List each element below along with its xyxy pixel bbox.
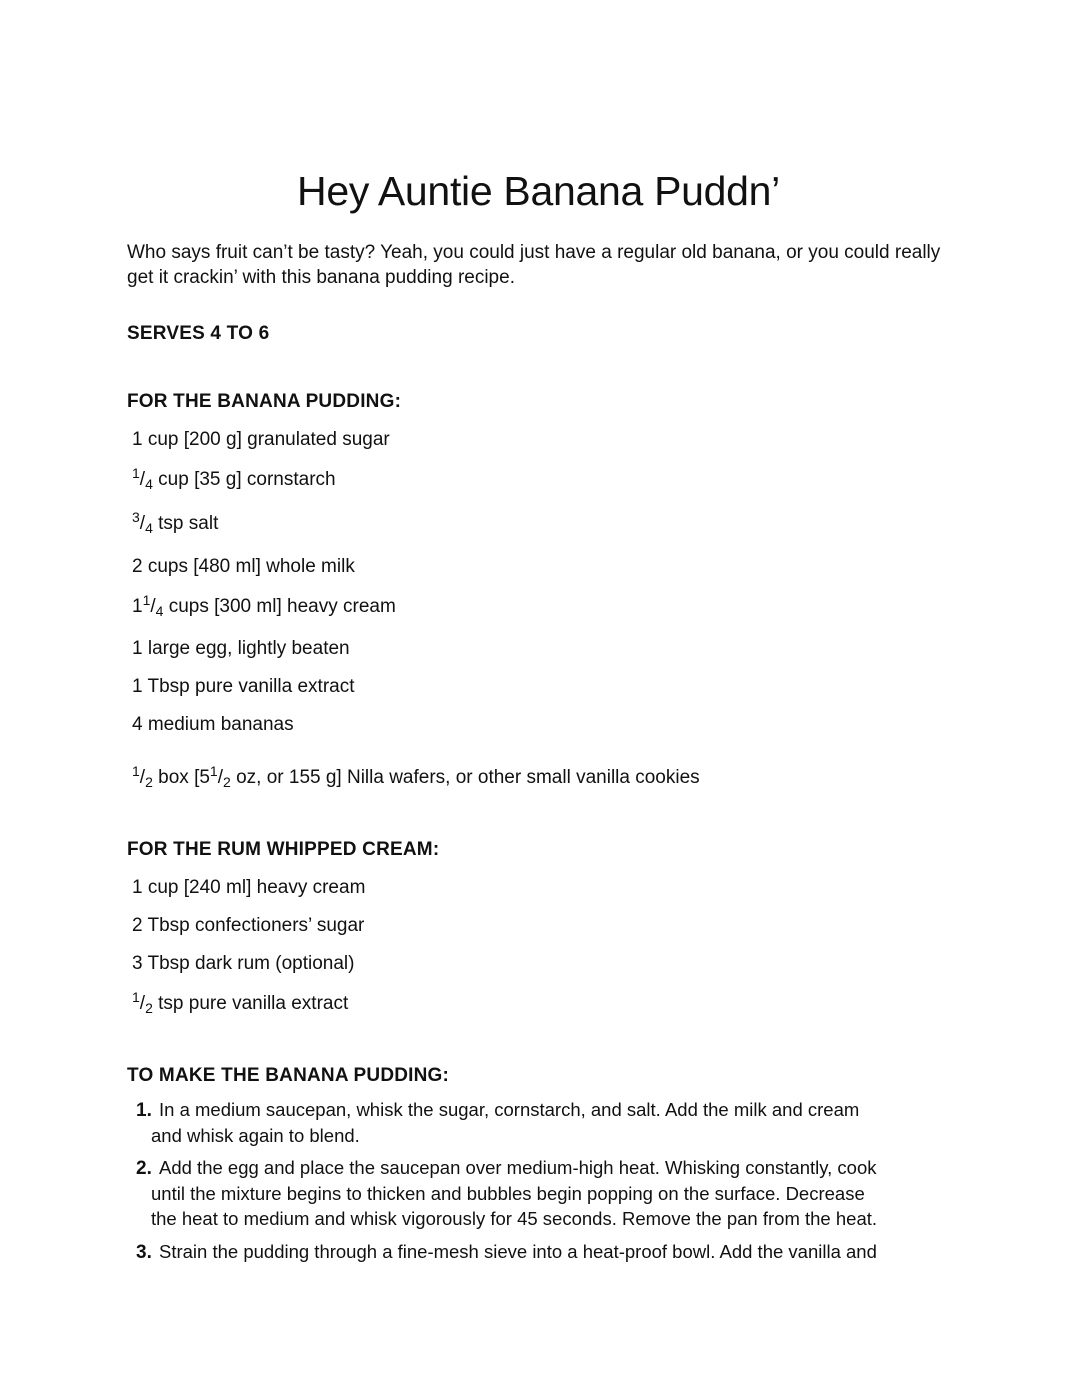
method-step (136, 1155, 950, 1231)
ingredient-wafers: 1/2 box [51/2 oz, or 155 g] Nilla wafers, or other small vanilla cookies (132, 763, 700, 790)
fraction: 1/4 (142, 592, 164, 619)
recipe-intro: Who says fruit can’t be tasty? Yeah, you could just have a regular old banana, or you could really get it crackin’ with this banana pudding recipe. (127, 242, 941, 288)
ingredient-heavy-cream: 11/4 cups [300 ml] heavy cream (132, 592, 396, 619)
fraction: 1/4 (132, 465, 153, 492)
ingredient-vanilla: 1 Tbsp pure vanilla extract (132, 676, 355, 697)
ingredient-salt: 3/4 tsp salt (132, 509, 219, 536)
step-text: Add the egg and place the saucepan over medium-high heat. Whisking constantly, cook (159, 1157, 877, 1178)
method-heading: TO MAKE THE BANANA PUDDING: (127, 1065, 450, 1086)
ingredient-sugar: 1 cup [200 g] granulated sugar (132, 429, 390, 450)
fraction: 1/2 (132, 989, 153, 1016)
ingredient-cornstarch: 1/4 cup [35 g] cornstarch (132, 465, 336, 492)
method-step (136, 1239, 950, 1265)
step-text: and whisk again to blend. (151, 1125, 360, 1146)
fraction: 3/4 (132, 509, 153, 536)
method-step (136, 1097, 950, 1148)
step-number: 1. (136, 1100, 152, 1121)
whipped-cream-heading: FOR THE RUM WHIPPED CREAM: (127, 839, 440, 860)
ingredient-whipping-cream: 1 cup [240 ml] heavy cream (132, 877, 366, 898)
step-text: until the mixture begins to thicken and bubbles begin popping on the surface. Decrease (151, 1183, 865, 1204)
ingredient-dark-rum: 3 Tbsp dark rum (optional) (132, 953, 355, 974)
step-text: the heat to medium and whisk vigorously for 45 seconds. Remove the pan from the heat. (151, 1208, 878, 1229)
ingredient-milk: 2 cups [480 ml] whole milk (132, 556, 355, 577)
step-number: 2. (136, 1158, 152, 1179)
step-text: Strain the pudding through a fine-mesh sieve into a heat-proof bowl. Add the vanilla and (159, 1241, 877, 1262)
fraction: 1/2 (209, 763, 231, 790)
fraction: 1/2 (132, 763, 153, 790)
recipe-title: Hey Auntie Banana Puddn’ (297, 168, 780, 214)
pudding-heading: FOR THE BANANA PUDDING: (127, 391, 402, 412)
step-text: In a medium saucepan, whisk the sugar, cornstarch, and salt. Add the milk and cream (159, 1099, 860, 1120)
step-number: 3. (136, 1242, 152, 1263)
serves-label: SERVES 4 TO 6 (127, 323, 270, 344)
ingredient-bananas: 4 medium bananas (132, 714, 294, 735)
ingredient-whipped-vanilla: 1/2 tsp pure vanilla extract (132, 989, 349, 1016)
ingredient-egg: 1 large egg, lightly beaten (132, 638, 350, 659)
ingredient-confectioners-sugar: 2 Tbsp confectioners’ sugar (132, 915, 365, 936)
